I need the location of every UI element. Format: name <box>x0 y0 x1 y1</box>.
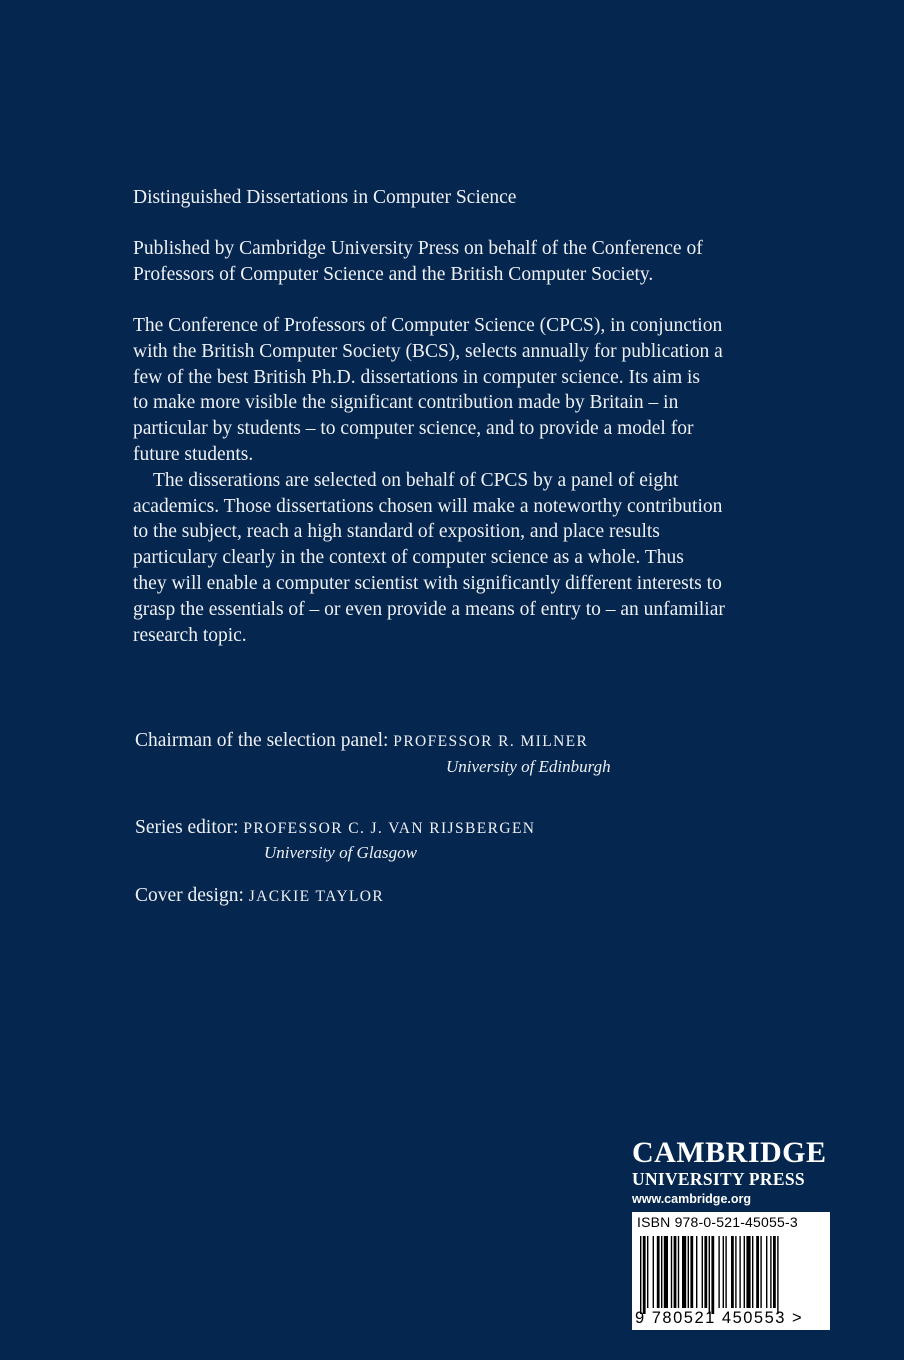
isbn-barcode <box>632 1212 830 1330</box>
barcode-bar <box>674 1236 677 1308</box>
barcode-bar <box>709 1236 710 1314</box>
barcode-bar <box>760 1236 761 1308</box>
cover-design-label: Cover design: <box>135 885 244 906</box>
barcode-bar <box>735 1236 736 1308</box>
barcode-bar <box>725 1236 726 1308</box>
barcode-bar <box>653 1236 654 1308</box>
publisher-logo <box>632 1137 832 1209</box>
cover-design-name: JACKIE TAYLOR <box>248 888 385 905</box>
barcode-bar <box>711 1236 714 1314</box>
barcode-bar <box>702 1236 703 1308</box>
barcode-bar <box>647 1236 648 1308</box>
barcode-bar <box>718 1236 719 1308</box>
barcode-bar <box>770 1236 771 1308</box>
barcode-bar <box>682 1236 686 1308</box>
barcode-bar <box>739 1236 740 1308</box>
barcode-bar <box>696 1236 697 1308</box>
barcode-bar <box>690 1236 693 1308</box>
barcode-bar <box>744 1236 745 1308</box>
chairman-name: PROFESSOR R. MILNER <box>393 733 589 750</box>
publisher-name: CAMBRIDGE <box>632 1136 827 1169</box>
description-line: few of the best British Ph.D. dissertations in computer science. Its aim is <box>133 366 701 388</box>
barcode-bar <box>643 1236 646 1314</box>
cover-design-credit <box>135 884 384 909</box>
description-line: The disserations are selected on behalf of CPCS by a panel of eight <box>153 469 679 491</box>
barcode-bar <box>752 1236 753 1308</box>
description-line: academics. Those dissertations chosen will make a noteworthy contribution <box>133 495 723 517</box>
barcode-bar <box>664 1236 668 1308</box>
description-line: they will enable a computer scientist with significantly different interests to <box>133 572 722 594</box>
published-line: Published by Cambridge University Press on behalf of the Conference of <box>133 238 703 259</box>
barcode-bar <box>678 1236 679 1308</box>
publisher-subtitle: UNIVERSITY PRESS <box>632 1169 805 1189</box>
barcode-bar <box>756 1236 759 1308</box>
description-line: grasp the essentials of – or even provide a means of entry to – an unfamiliar <box>133 598 725 620</box>
chairman-affiliation: University of Edinburgh <box>446 757 611 776</box>
description-paragraph-2 <box>133 468 843 649</box>
published-line: Professors of Computer Science and the British Computer Society. <box>133 264 654 285</box>
barcode-bar <box>657 1236 660 1308</box>
barcode-bar <box>688 1236 689 1308</box>
series-description <box>133 313 843 648</box>
series-title: Distinguished Dissertations in Computer Science <box>133 187 517 208</box>
description-line: future students. <box>133 443 254 465</box>
barcode-bar <box>746 1236 750 1308</box>
barcode-bar <box>731 1236 734 1308</box>
barcode-bar <box>723 1236 724 1308</box>
isbn-label: ISBN 978-0-521-45055-3 <box>637 1214 798 1230</box>
isbn-digits: 9 780521 450553 > <box>635 1309 804 1327</box>
chairman-label: Chairman of the selection panel: <box>135 730 389 751</box>
publisher-url: www.cambridge.org <box>632 1192 752 1206</box>
series-editor-credit <box>135 816 535 841</box>
description-line: particular by students – to computer science, and to provide a model for <box>133 418 694 440</box>
series-editor-name: PROFESSOR C. J. VAN RIJSBERGEN <box>243 820 536 837</box>
description-paragraph-1 <box>133 313 843 468</box>
barcode-bar <box>766 1236 767 1308</box>
series-editor-affiliation: University of Glasgow <box>264 843 417 862</box>
description-line: to the subject, reach a high standard of exposition, and place results <box>133 521 660 543</box>
barcode-bar <box>704 1236 707 1308</box>
description-line: particulary clearly in the context of computer science as a whole. Thus <box>133 547 684 569</box>
barcode-bar <box>661 1236 662 1308</box>
barcode-bar <box>777 1236 778 1314</box>
barcode-bar <box>640 1236 641 1314</box>
published-statement <box>133 236 843 288</box>
description-line: to make more visible the significant contribution made by Britain – in <box>133 392 679 414</box>
description-line: with the British Computer Society (BCS), selects annually for publication a <box>133 340 723 362</box>
barcode-bar <box>773 1236 776 1308</box>
description-line: research topic. <box>133 624 247 646</box>
barcode-bar <box>671 1236 672 1308</box>
description-line: The Conference of Professors of Computer Science (CPCS), in conjunction <box>133 315 723 336</box>
chairman-credit <box>135 729 588 754</box>
series-editor-label: Series editor: <box>135 817 239 838</box>
